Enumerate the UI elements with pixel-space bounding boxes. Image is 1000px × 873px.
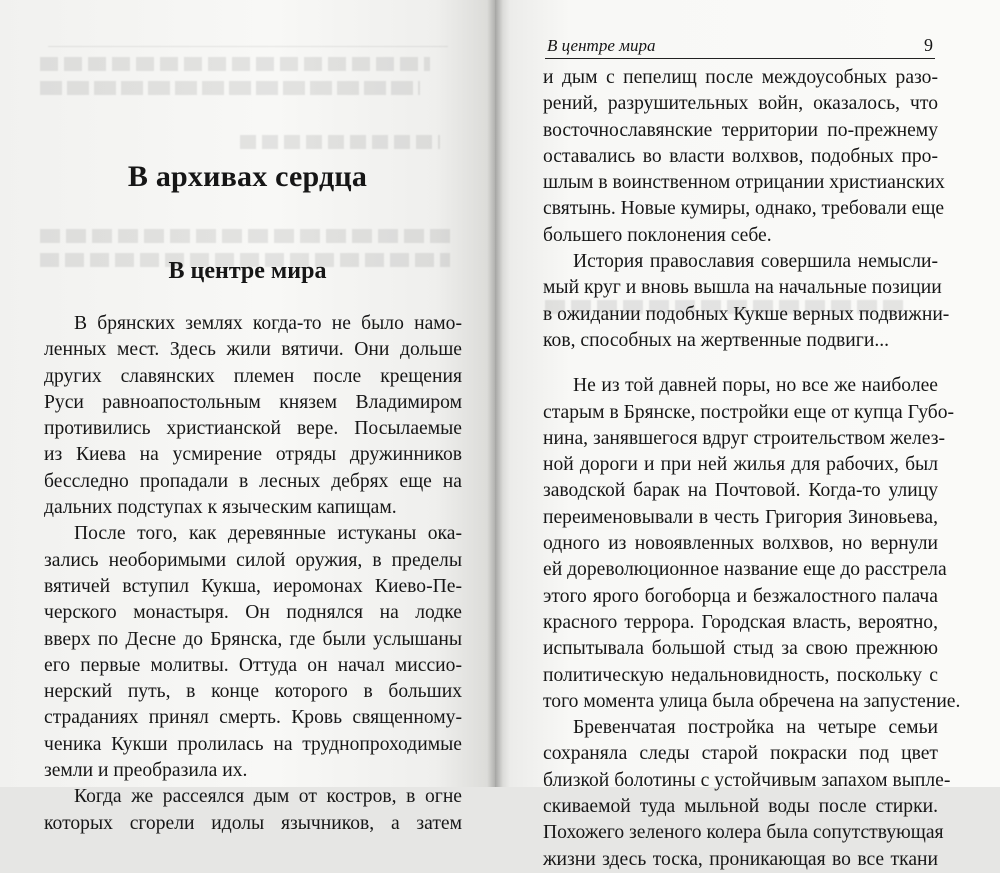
text-line: ков, способных на жертвенные подвиги... (543, 329, 890, 351)
bleed-through-texture-left (40, 38, 480, 267)
text-line: и дым с пепелищ после междоусобных разо- (543, 67, 938, 88)
text-line: страданиях принял смерть. Кровь священному- (44, 707, 462, 729)
paragraph (543, 249, 950, 354)
chapter-title: В архивах сердца (127, 160, 368, 193)
text-line: ленных мест. Здесь жили вятичи. Они дольше (44, 339, 462, 361)
text-line: зались необоримыми силой оружия, в пределы (44, 549, 462, 571)
text-line: После того, как деревянные истуканы ока- (74, 523, 462, 545)
text-line: История православия совершила немысли- (573, 251, 938, 273)
text-line: дальних подступах к языческим капищам. (44, 497, 397, 519)
text-line: ченика Кукши пролилась на труднопроходимые (44, 733, 462, 755)
running-head (545, 34, 935, 59)
running-head-title: В центре мира (547, 36, 656, 55)
text-line: нерский путь, в конце которого в больших (44, 681, 462, 703)
paragraph-gap (543, 354, 938, 373)
text-line: святынь. Новые кумиры, однако, требовали еще (543, 198, 945, 220)
text-line: оставались во власти волхвов, подобных про- (543, 145, 938, 167)
text-line: близкой болотины с устойчивым запахом выпле- (543, 769, 951, 791)
text-line: шлым в воинственном отрицании христианских (543, 172, 945, 194)
text-line: вверх по Десне до Брянска, где были услышаны (44, 628, 462, 650)
text-line: нина, занявшегося вдруг строительством желез- (543, 427, 945, 449)
text-line: большего поклонения себе. (543, 224, 772, 246)
text-line: одного из новоявленных волхвов, но вернули (543, 533, 938, 555)
text-line: ей дореволюционное название еще до расстрела (543, 559, 947, 581)
text-line: политическую недальновидность, поскольку с (543, 664, 938, 686)
text-line: противились христианской вере. Посылаемые (44, 418, 462, 440)
text-line: которых сгорели идолы язычников, а затем (44, 812, 462, 834)
text-line: Бревенчатая постройка на четыре семьи (573, 717, 938, 739)
text-line: сохраняла следы старой покраски под цвет (543, 743, 938, 765)
text-line: старым в Брянске, постройки еще от купца Губо- (543, 401, 955, 423)
paragraph (543, 373, 961, 715)
text-line: мый круг и вновь вышла на начальные позиции (543, 277, 942, 299)
section-title: В центре мира (168, 258, 327, 284)
text-line: жизни здесь тоска, проникающая во все ткани (543, 848, 938, 870)
text-line: восточнославянские территории по-прежнему (543, 119, 938, 141)
right-page-body (543, 65, 961, 873)
text-line: его первые молитвы. Оттуда он начал миссио- (44, 654, 462, 676)
text-line: заводской барак на Почтовой. Когда-то улицу (543, 480, 938, 502)
paragraph (44, 311, 462, 521)
paragraph (543, 715, 951, 873)
paragraph (44, 521, 462, 784)
text-line: того момента улица была обречена на запустение. (543, 690, 961, 712)
text-line: Похожего зеленого колера была сопутствующая (543, 822, 944, 844)
text-line: испытывала большой стыд за свою прежнюю (543, 638, 938, 660)
text-line: скиваемой туда мыльной воды после стирки. (543, 796, 938, 818)
text-line: ной дороги и при ней жилья для рабочих, был (543, 454, 938, 476)
left-page-body (44, 311, 462, 837)
book-gutter (487, 0, 503, 787)
text-line: красного террора. Городская власть, вероятно, (543, 611, 938, 633)
text-line: В брянских землях когда-то не было намо- (74, 313, 462, 334)
text-line: земли и преобразила их. (44, 760, 248, 782)
text-line: других славянских племен после крещения (44, 365, 462, 387)
text-line: Когда же рассеялся дым от костров, в огне (74, 786, 462, 808)
paragraph (543, 65, 945, 249)
text-line: переименовывали в честь Григория Зиновьева, (543, 506, 938, 528)
text-line: рений, разрушительных войн, оказалось, что (543, 93, 938, 115)
text-line: бесследно пропадали в лесных дебрях еще на (44, 470, 462, 492)
text-line: вятичей вступил Кукша, иеромонах Киево-Пе- (44, 575, 462, 597)
text-line: в ожидании подобных Кукше верных подвижни- (543, 303, 950, 325)
text-line: Руси равноапостольным князем Владимиром (44, 391, 462, 413)
text-line: из Киева на усмирение отряды дружинников (44, 444, 462, 466)
text-line: черского монастыря. Он поднялся на лодке (44, 602, 462, 624)
text-line: этого ярого богоборца и безжалостного палача (543, 585, 938, 607)
text-line: Не из той давней поры, но все же наиболее (573, 375, 938, 397)
paragraph (44, 784, 462, 837)
page-number: 9 (924, 35, 933, 55)
